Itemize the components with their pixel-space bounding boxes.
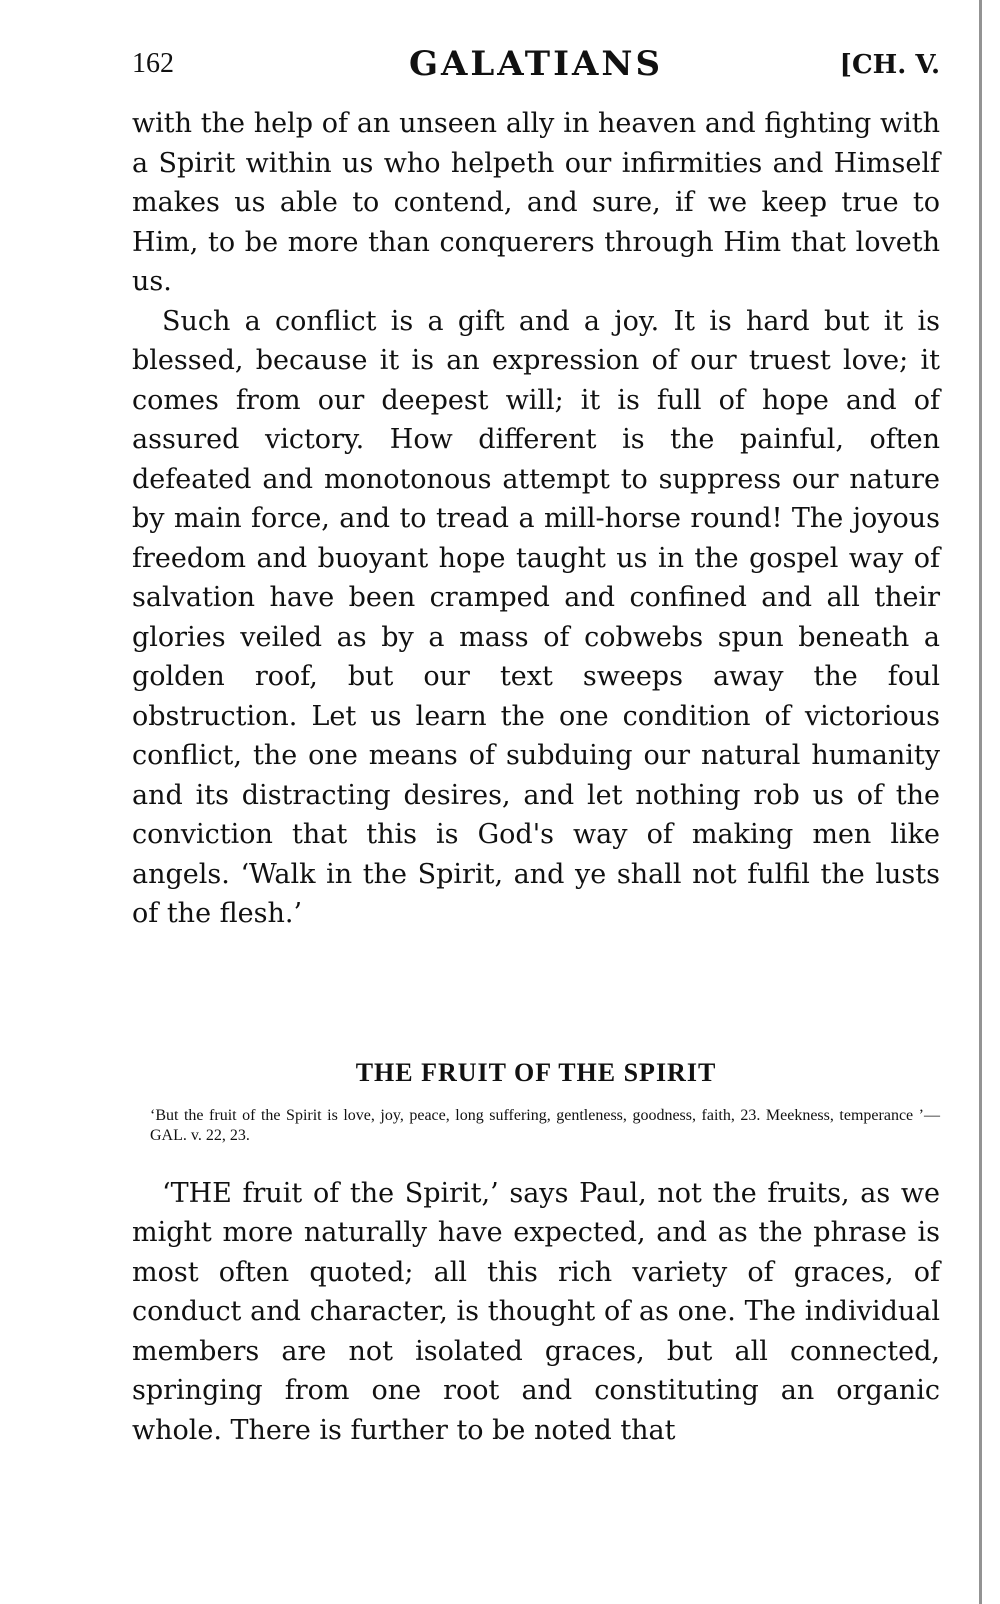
running-head <box>132 40 940 100</box>
paragraph-conflict: Such a conflict is a gift and a joy. It is hard but it is blessed, because it is an expression of our truest love; it comes from our deepest will; it is full of hope and of assured victory. How different is the painful, often defeated and monotonous attempt to suppress our nature by main force, and to tread a mill-horse round! The joyous freedom and buoyant hope taught us in the gospel way of salvation have been cramped and confined and all their glories veiled as by a mass of cobwebs spun beneath a golden roof, but our text sweeps away the foul obstruction. Let us learn the one condition of victorious conflict, the one means of subduing our natural humanity and its distracting desires, and let nothing rob us of the conviction that this is God's way of making men like angels. ‘Walk in the Spirit, and ye shall not fulfil the lusts of the flesh.’ <box>132 305 940 929</box>
section-body <box>132 1174 940 1451</box>
section-title: THE FRUIT OF THE SPIRIT <box>355 1057 717 1087</box>
book-title: GALATIANS <box>408 44 664 84</box>
page-number: 162 <box>132 48 174 79</box>
paragraph-continued: with the help of an unseen ally in heaven and fighting with a Spirit within us who helpeth our infirmities and Himself makes us able to contend, and sure, if we keep true to Him, to be more than conquerers through Him that loveth us. <box>132 108 940 297</box>
chapter-marker: [CH. V. <box>839 50 940 80</box>
page-edge-rule <box>979 0 982 1604</box>
book-page <box>132 40 940 1450</box>
epigraph-scripture: ‘But the fruit of the Spirit is love, joy, peace, long suffering, gentleness, goodness, faith, 23. Meekness, temperance ’—GAL. v. 22, 23. <box>150 1106 940 1144</box>
paragraph-fruit-of-spirit: ‘THE fruit of the Spirit,’ says Paul, not the fruits, as we might more naturally have expected, and as the phrase is most often quoted; all this rich variety of graces, of conduct and character, is thought of as one. The individual members are not isolated graces, but all connected, springing from one root and constituting an organic whole. There is further to be noted that <box>132 1177 940 1446</box>
